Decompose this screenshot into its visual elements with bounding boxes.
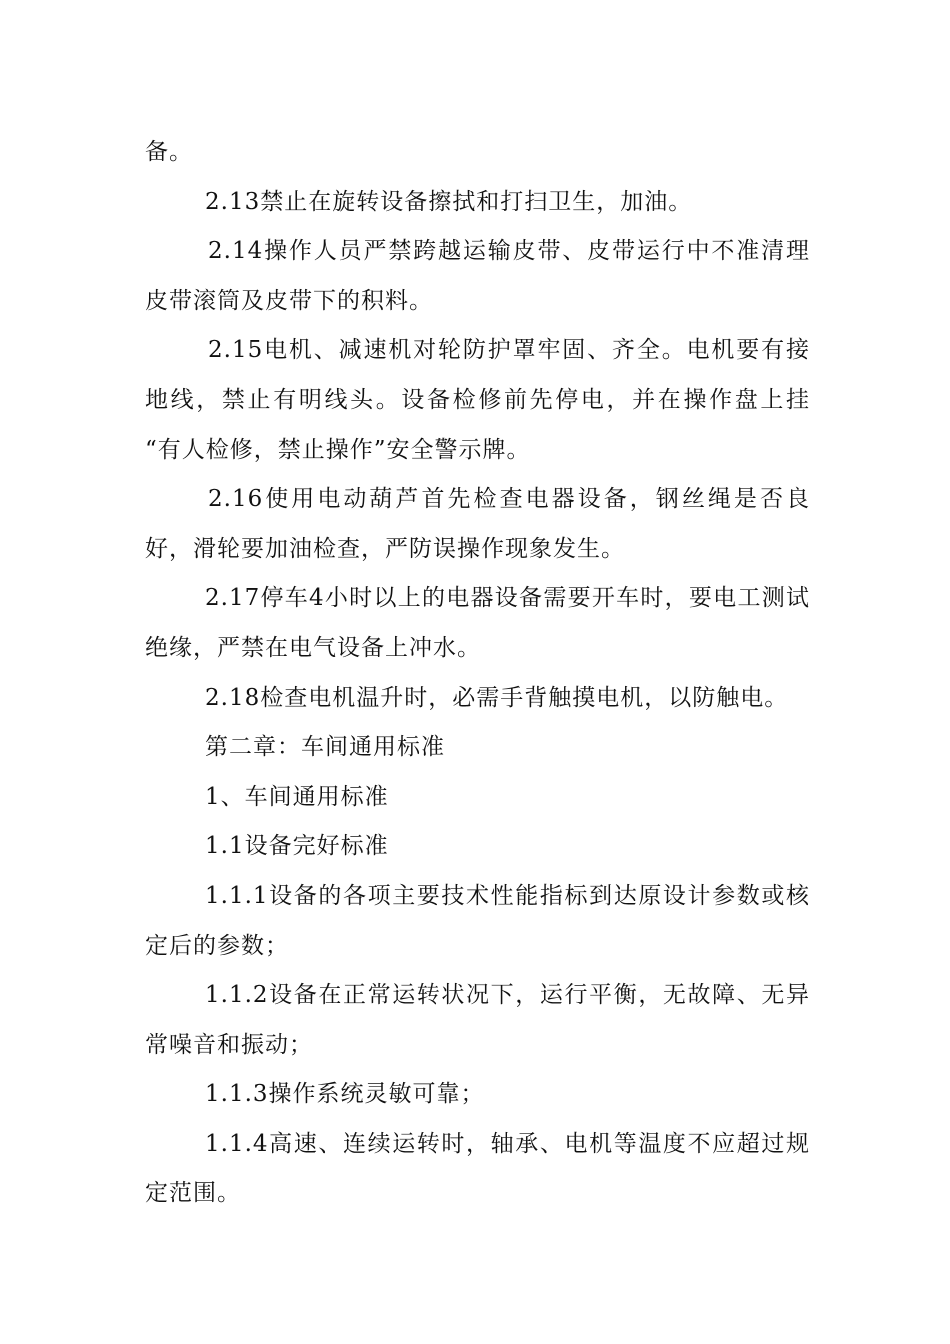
chapter-heading: 第二章：车间通用标准 <box>205 734 445 761</box>
text-line: 2.17停车4小时以上的电器设备需要开车时，要电工测试 <box>205 585 810 612</box>
text-line: 皮带滚筒及皮带下的积料。 <box>145 287 433 314</box>
text-line: 绝缘，严禁在电气设备上冲水。 <box>145 634 481 661</box>
text-line: 2.18检查电机温升时，必需手背触摸电机，以防触电。 <box>205 684 789 711</box>
text-line: 地线，禁止有明线头。设备检修前先停电，并在操作盘上挂 <box>145 386 810 413</box>
section-heading: 1、车间通用标准 <box>205 783 389 810</box>
text-line: 2.16使用电动葫芦首先检查电器设备，钢丝绳是否良 <box>208 486 810 513</box>
text-line: 定后的参数； <box>145 932 289 959</box>
text-line: 好，滑轮要加油检查，严防误操作现象发生。 <box>145 535 625 562</box>
body-text <box>145 128 810 1219</box>
text-line: 1.1.2设备在正常运转状况下，运行平衡，无故障、无异 <box>205 982 810 1009</box>
text-line: 2.14操作人员严禁跨越运输皮带、皮带运行中不准清理 <box>208 238 810 265</box>
text-line: 1.1.3操作系统灵敏可靠； <box>205 1081 485 1108</box>
text-line: 常噪音和振动； <box>145 1031 313 1058</box>
text-line: 备。 <box>145 139 193 165</box>
text-line: 定范围。 <box>145 1180 241 1207</box>
text-line: 2.15电机、减速机对轮防护罩牢固、齐全。电机要有接 <box>208 337 810 364</box>
subsection-heading: 1.1设备完好标准 <box>205 833 389 860</box>
text-line: 1.1.4高速、连续运转时，轴承、电机等温度不应超过规 <box>205 1130 810 1157</box>
text-line: 2.13禁止在旋转设备擦拭和打扫卫生，加油。 <box>205 188 693 215</box>
text-line: 1.1.1设备的各项主要技术性能指标到达原设计参数或核 <box>205 882 810 909</box>
text-line: “有人检修，禁止操作”安全警示牌。 <box>145 436 531 463</box>
